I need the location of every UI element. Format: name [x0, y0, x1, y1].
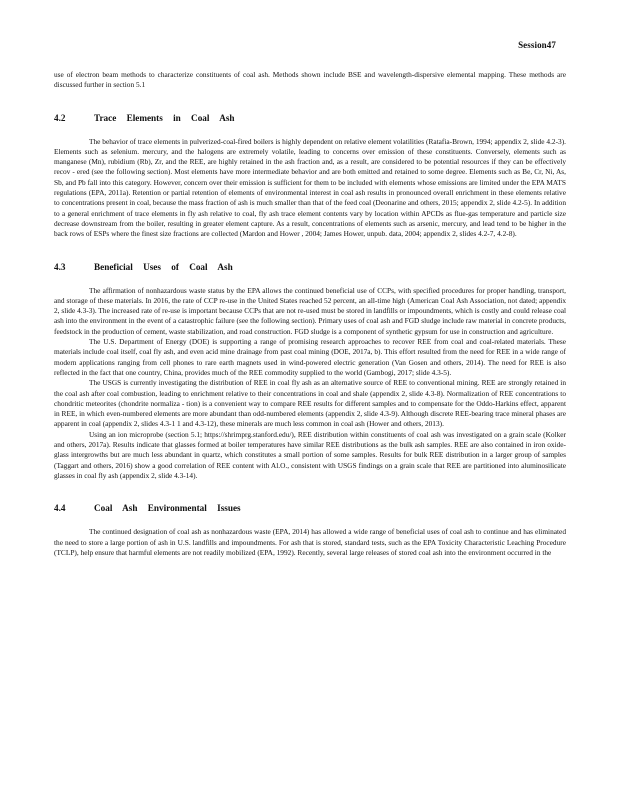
section-heading-4-3: [54, 262, 566, 273]
section-4-3-paragraph-2: The U.S. Department of Energy (DOE) is supporting a range of promising research approaches to recover REE from coal and coal-related materials. These materials include coal itself, coal fly ash, and even acid mine drainage from past coal mining (DOE, 2017a, b). This effort resulted from the need for REE in a wide range of modern applications ranging from cell phones to rare earth magnets used in wind-powered electric generation (Van Gosen and others, 2014). The need for REE is also reflected in the fact that one country, China, provides much of the REE commodity supplied to the world (Gambogi, 2017; slide 4.3-5).: [54, 337, 566, 377]
section-number: 4.3: [54, 261, 66, 272]
section-4-3-paragraph-4: Using an ion microprobe (section 5.1; https://shrimprg.stanford.edu/), REE distribution within constituents of coal ash was investigated on a grain scale (Kolker and others, 2017a). Results indicate that glasses formed at boiler temperatures have similar REE distributions as the bulk ash samples. REE are also contained in iron oxide-glass intergrowths but are much less abundant in quartz, which constitutes a small portion of some samples. Results for bulk REE distribution in a larger group of samples (Taggart and others, 2016) show a good correlation of REE content with Al.O., consistent with USGS findings on a grain scale that REE are partitioned into aluminosilicate glasses in coal fly ash (appendix 2, slide 4.3-14).: [54, 429, 566, 480]
section-4-3-paragraph-1: The affirmation of nonhazardous waste status by the EPA allows the continued beneficial use of CCPs, with specified procedures for proper handling, transport, and storage of these materials. In 2016, the rate of CCP re-use in the United States reached 52 percent, an all-time high (American Coal Ash Association, not dated; appendix 2, slide 4.3-3). The increased rate of re-use is important because CCPs that are not re-used must be stored in landfills or impoundments, which is costly and could release coal ash into the environment in the event of a catastrophic failure (see the following section). Primary uses of coal ash and FGD sludge include raw material in concrete products, feedstock in the production of cement, waste stabilization, and road construction. FGD sludge is a component of synthetic gypsum for use in construction and agriculture.: [54, 285, 566, 336]
page-body: [54, 70, 566, 558]
section-title: Trace Elements in Coal Ash: [94, 112, 235, 123]
section-title: Beneficial Uses of Coal Ash: [94, 261, 233, 272]
section-4-4-paragraph-1: The continued designation of coal ash as nonhazardous waste (EPA, 2014) has allowed a wide range of beneficial uses of coal ash to continue and has eliminated the need to store a large portion of ash in U.S. landfills and impoundments. For ash that is stored, standard tests, such as the EPA Toxicity Characteristic Leaching Procedure (TCLP), help ensure that harmful elements are not readily mobilized (EPA, 1992). Recently, several large releases of stored coal ash into the environment occurred in the: [54, 527, 566, 557]
section-4-2-paragraph-1: The behavior of trace elements in pulverized-coal-fired boilers is highly dependent on relative element volatilities (Ratafia-Brown, 1994; appendix 2, slide 4.2-3). Elements such as selenium. mercury, and the halogens are extremely volatile, leading to concerns over emission of these constituents. Conversely, elements such as manganese (Mn), rubidium (Rb), Zr, and the REE, are highly retained in the ash fraction and, as a result, are considered to be potential resources if they can be effectively recov - ered (see the following section). Most elements have more intermediate behavior and are both emitted and retained to some degree. Elements such as Be, Cr, Ni, As, Sb, and Pb fall into this category. However, concern over their emission is sufficient for them to be included with elements whose emissions are limited under the EPA MATS regulations (EPA, 2011a). Retention or partial retention of elements of environmental interest in coal ash results in pronounced overall enrichment in these elements relative to concentrations present in coal, because the mass fraction of ash is much smaller than that of the feed coal (Deonarine and others, 2015; appendix 2, slide 4.2-5). In addition to a general enrichment of trace elements in fly ash relative to coal, fly ash trace element contents vary by location within APCDs as flue-gas temperature and particle size decrease downstream from the boiler, resulting in greater element capture. As a result, concentrations of elements such as arsenic, mercury, and lead tend to be higher in the back rows of ESPs where the finest size fractions are collected (Mardon and Hower , 2004; James Hower, unpub. data, 2004; appendix 2, slides 4.2-7, 4.2-8).: [54, 136, 566, 239]
section-number: 4.2: [54, 112, 66, 123]
section-heading-4-4: [54, 503, 566, 514]
running-header: Session47: [518, 40, 556, 50]
intro-paragraph: use of electron beam methods to characterize constituents of coal ash. Methods shown include BSE and wavelength-dispersive elemental mapping. These methods are discussed further in section 5.1: [54, 70, 566, 90]
section-title: Coal Ash Environmental Issues: [94, 503, 241, 514]
section-number: 4.4: [54, 503, 66, 514]
section-4-3-paragraph-3: The USGS is currently investigating the distribution of REE in coal fly ash as an alternative source of REE to conventional mining. REE are strongly retained in the coal ash after coal combustion, leading to enrichment relative to their concentrations in coal and shale (appendix 2, slide 4.3-8). Normalization of REE concentrations to chondritic meteorites (chondrite normaliza - tion) is a convenient way to compare REE results for different samples and to compensate for the Oddo-Harkins effect, apparent in REE, in which even-numbered elements are more abundant than odd-numbered elements (appendix 2, slide 4.3-9). Although discrete REE-bearing trace mineral phases are apparent in coal (appendix 2, slides 4.3-1 1 and 4.3-12), these minerals are much less common in coal ash (Hower and others, 2013).: [54, 378, 566, 429]
section-heading-4-2: [54, 113, 566, 124]
